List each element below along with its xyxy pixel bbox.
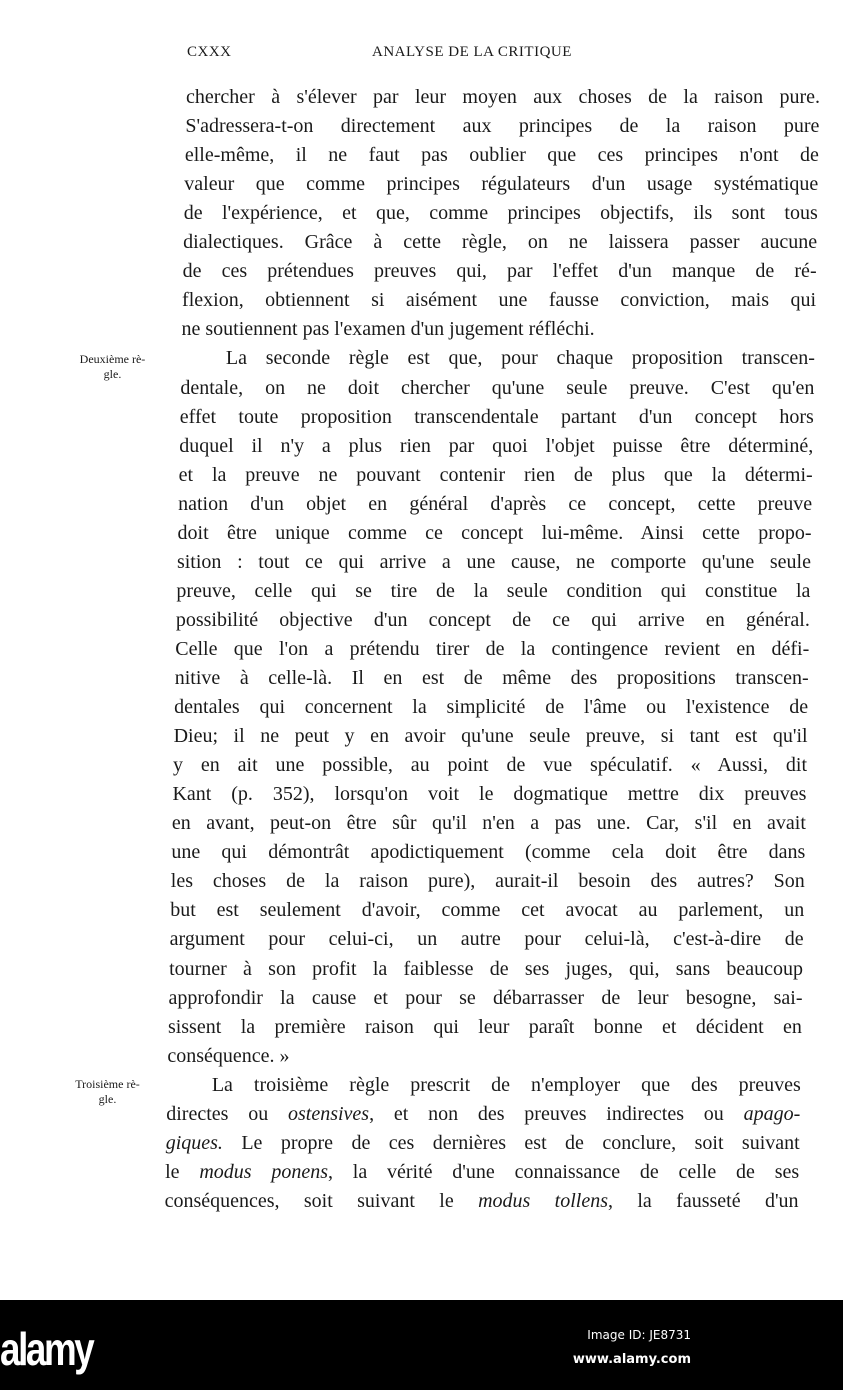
text-line — [175, 636, 809, 662]
text-line-content — [183, 231, 817, 253]
text-run: de ces prétendues preuves qui, par l'effet d'un manque de ré- — [182, 260, 817, 283]
text-line — [170, 897, 804, 923]
text-run: les choses de la raison pure), aurait-il besoin des autres? Son — [170, 870, 805, 893]
text-run: conséquences, soit suivant le — [164, 1189, 479, 1212]
image-id: Image ID: JE8731 — [587, 1328, 691, 1342]
text-run: le — [165, 1160, 200, 1183]
text-line — [184, 200, 818, 226]
text-line-content — [178, 522, 812, 544]
text-line-content — [175, 638, 809, 660]
text-line-content — [178, 493, 812, 515]
text-line-content — [176, 580, 810, 602]
text-run: y en ait une possible, au point de vue spéculatif. « Aussi, dit — [173, 754, 808, 777]
text-run: possibilité objective d'un concept de ce qui arrive en général. — [175, 608, 810, 631]
text-line — [212, 1072, 801, 1098]
site-url: www.alamy.com — [572, 1352, 691, 1367]
text-line — [166, 1101, 800, 1127]
text-line-content — [172, 812, 806, 834]
text-line — [183, 258, 817, 284]
text-line — [174, 694, 808, 720]
text-line — [180, 375, 814, 401]
text-run: Dieu; il ne peut y en avoir qu'une seule preuve, si tant est qu'il — [173, 725, 808, 748]
text-line — [184, 171, 818, 197]
text-line-content — [179, 464, 813, 486]
text-run: flexion, obtiennent si aisément une fausse conviction, mais qui — [182, 289, 817, 312]
watermark-bar — [0, 1300, 843, 1390]
text-line-content — [185, 115, 819, 137]
text-line-content — [183, 260, 817, 282]
running-header — [187, 44, 642, 68]
text-run: La troisième règle prescrit de n'employer que des preuves — [211, 1073, 801, 1096]
text-run: S'adressera-t-on directement aux principes de la raison pure — [185, 115, 820, 138]
text-line-content — [185, 144, 819, 166]
text-line-content — [168, 1016, 802, 1038]
text-run: approfondir la cause et pour se débarrasser de leur besogne, sai- — [168, 986, 803, 1009]
text-run: but est seulement d'avoir, comme cet avocat au parlement, un — [170, 899, 805, 922]
text-line-content — [176, 609, 810, 631]
text-run: sissent la première raison qui leur paraît bonne et décident en — [167, 1015, 802, 1038]
text-run: argument pour celui-ci, un autre pour celui-là, c'est-à-dire de — [169, 928, 804, 951]
text-line — [226, 345, 815, 371]
text-line — [183, 229, 817, 255]
text-line — [171, 868, 805, 894]
text-run: valeur que comme principes régulateurs d'un usage systématique — [184, 173, 819, 196]
text-line-content — [180, 377, 814, 399]
text-line — [178, 491, 812, 517]
text-line-content — [175, 667, 809, 689]
text-line — [180, 404, 814, 430]
text-line-content — [167, 1045, 289, 1067]
text-line — [176, 578, 810, 604]
margin-note-line: gle. — [103, 367, 122, 381]
text-line-content — [169, 987, 803, 1009]
text-line-content — [179, 435, 813, 457]
text-line-content — [172, 783, 806, 805]
text-run: , et non des preuves indirectes ou — [369, 1102, 744, 1125]
text-line — [176, 607, 810, 633]
italic-term: giques. — [165, 1131, 223, 1154]
text-line-content — [180, 406, 814, 428]
text-run: elle-même, il ne faut pas oublier que ces principes n'ont de — [184, 144, 819, 167]
text-line-content — [182, 289, 816, 311]
text-run: de l'expérience, et que, comme principes objectifs, ils sont tous — [183, 202, 818, 225]
text-line — [172, 810, 806, 836]
text-line — [179, 433, 813, 459]
margin-note-line: gle. — [98, 1092, 117, 1106]
text-line — [185, 113, 819, 139]
text-line-content — [170, 899, 804, 921]
alamy-logo: alamy — [0, 1323, 93, 1375]
margin-note-line: Deuxième rè- — [79, 352, 146, 366]
text-run: et la preuve ne pouvant contenir rien de plus que la détermi- — [178, 463, 813, 486]
text-line — [165, 1159, 799, 1185]
text-run: nitive à celle-là. Il en est de même des propositions transcen- — [174, 667, 809, 689]
text-run: ne soutiennent pas l'examen d'un jugement réfléchi. — [181, 318, 595, 341]
text-line-content — [169, 958, 803, 980]
margin-note-third-rule — [55, 1077, 160, 1107]
text-line-content — [165, 1161, 799, 1183]
text-line — [174, 723, 808, 749]
text-run: preuve, celle qui se tire de la seule condition qui constitue la — [176, 579, 811, 602]
italic-term: modus tollens — [478, 1189, 608, 1212]
text-line-content — [174, 725, 808, 747]
text-run: doit être unique comme ce concept lui-même. Ainsi cette propo- — [177, 521, 812, 544]
text-line-content — [186, 86, 820, 108]
italic-term: modus ponens — [199, 1160, 329, 1183]
text-line-content — [166, 1103, 800, 1125]
text-line — [167, 1043, 801, 1069]
text-line — [165, 1188, 799, 1214]
text-run: en avant, peut-on être sûr qu'il n'en a pas une. Car, s'il en avait — [171, 812, 806, 835]
text-run: nation d'un objet en général d'après ce concept, cette preuve — [178, 492, 813, 515]
margin-note-second-rule — [60, 352, 165, 382]
text-line — [185, 142, 819, 168]
text-line-content — [165, 1190, 799, 1212]
text-run: duquel il n'y a plus rien par quoi l'objet puisse être déterminé, — [179, 434, 814, 457]
text-run: sition : tout ce qui arrive a une cause, ne comporte qu'une seule — [176, 550, 811, 573]
running-title: ANALYSE DE LA CRITIQUE — [372, 44, 572, 60]
text-line-content — [173, 754, 807, 776]
text-line — [171, 839, 805, 865]
text-run: effet toute proposition transcendentale partant d'un concept hors — [179, 405, 814, 428]
text-run: dentales qui concernent la simplicité de l'âme ou l'existence de — [174, 696, 809, 719]
text-line — [168, 1014, 802, 1040]
text-line-content — [184, 202, 818, 224]
text-line-content — [174, 696, 808, 718]
text-line — [175, 665, 809, 691]
text-run: Celle que l'on a prétendu tirer de la contingence revient en défi- — [175, 637, 810, 660]
text-line — [169, 985, 803, 1011]
text-line-content — [212, 1074, 801, 1096]
text-line — [181, 316, 815, 342]
text-line — [179, 462, 813, 488]
margin-note-line: Troisième rè- — [75, 1077, 140, 1091]
text-line — [186, 84, 820, 110]
text-run: dialectiques. Grâce à cette règle, on ne laissera passer aucune — [183, 231, 818, 254]
text-run: dentale, on ne doit chercher qu'une seule preuve. C'est qu'en — [180, 376, 815, 399]
text-line-content — [181, 318, 594, 340]
text-line-content — [177, 551, 811, 573]
text-run: , la vérité d'une connaissance de celle de ses — [328, 1160, 800, 1183]
text-line — [173, 752, 807, 778]
text-line-content — [184, 173, 818, 195]
text-run: Le propre de ces dernières est de conclure, soit suivant — [222, 1131, 800, 1154]
text-run: , la fausseté d'un — [608, 1189, 799, 1212]
text-run: une qui démontrât apodictiquement (comme cela doit être dans — [171, 841, 806, 864]
text-run: tourner à son profit la faiblesse de ses juges, qui, sans beaucoup — [169, 957, 804, 980]
text-line — [178, 520, 812, 546]
text-line-content — [171, 841, 805, 863]
italic-term: ostensives — [288, 1102, 370, 1125]
text-line — [172, 781, 806, 807]
text-run: Kant (p. 352), lorsqu'on voit le dogmatique mettre dix preuves — [172, 783, 807, 806]
text-line — [170, 926, 804, 952]
text-line-content — [171, 870, 805, 892]
text-run: La seconde règle est que, pour chaque proposition transcen- — [225, 347, 815, 370]
text-line — [182, 287, 816, 313]
italic-term: apago- — [743, 1102, 801, 1125]
page-number: CXXX — [187, 44, 232, 60]
text-line — [169, 956, 803, 982]
text-run: conséquence. » — [167, 1044, 290, 1067]
text-run: directes ou — [166, 1102, 288, 1125]
text-line-content — [170, 928, 804, 950]
text-line-content — [166, 1132, 800, 1154]
text-line — [177, 549, 811, 575]
text-run: chercher à s'élever par leur moyen aux choses de la raison pure. — [186, 86, 820, 108]
text-line-content — [226, 347, 815, 369]
text-line — [166, 1130, 800, 1156]
